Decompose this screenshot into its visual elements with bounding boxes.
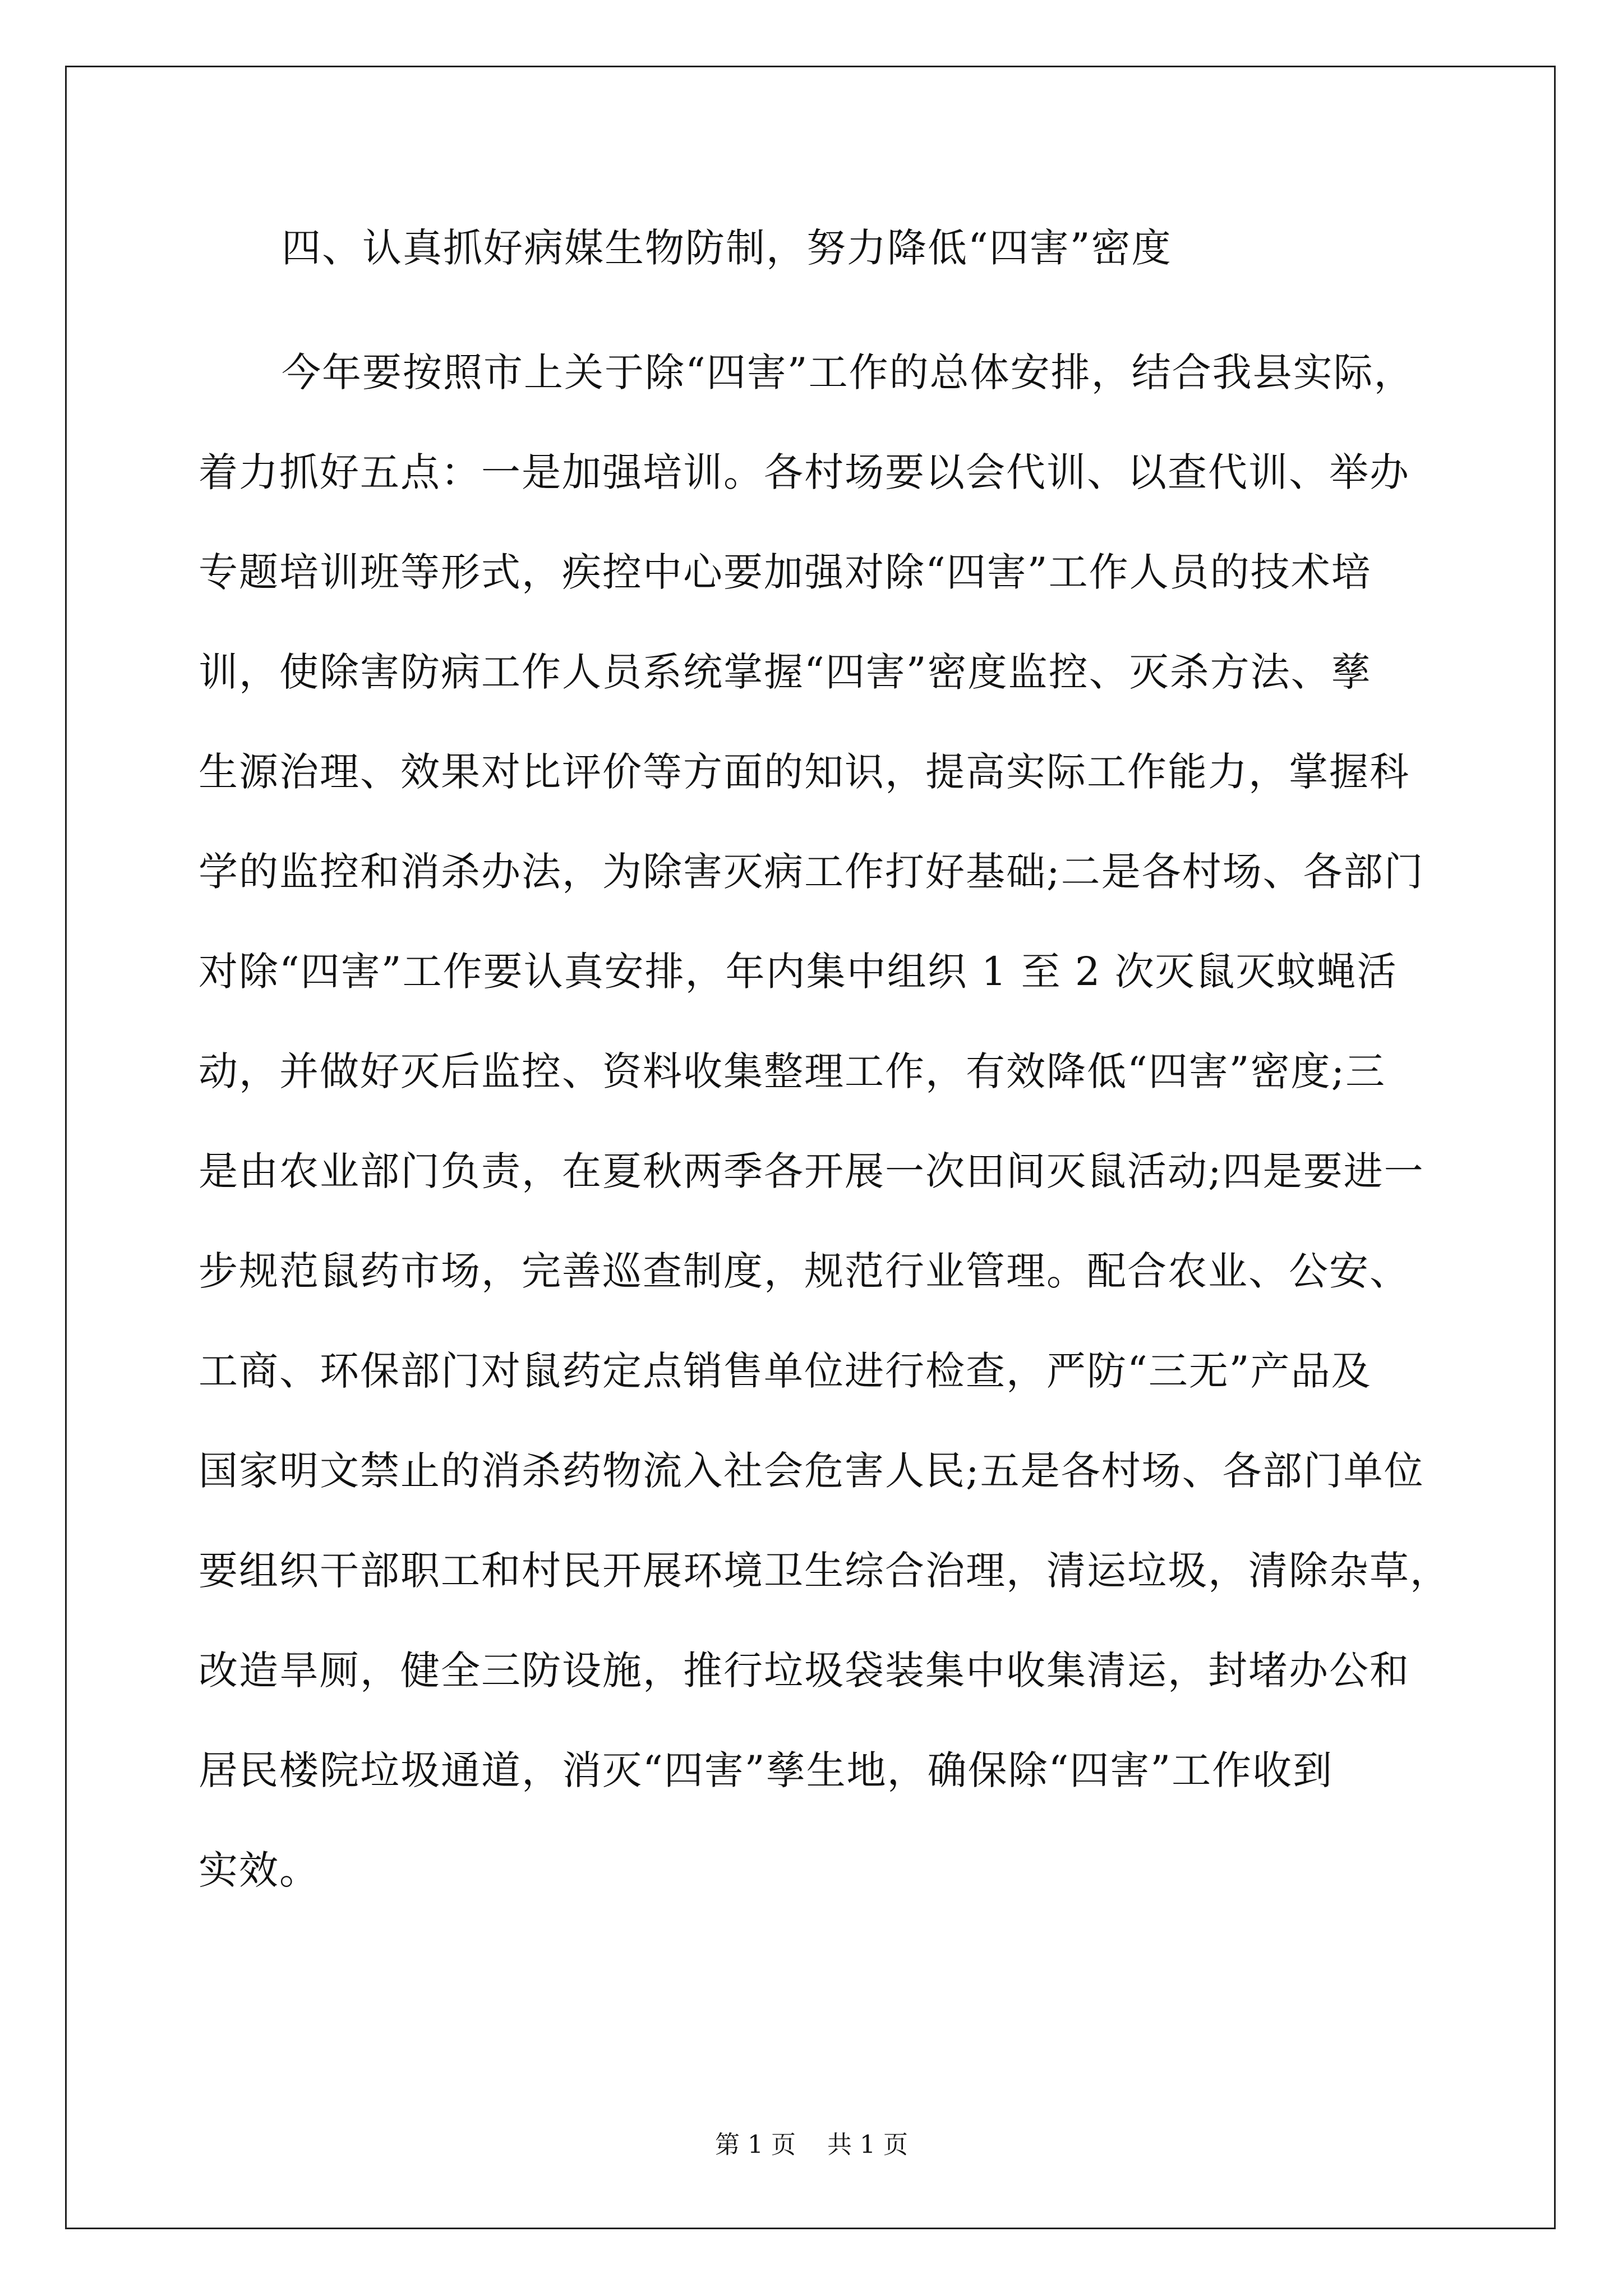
paragraph-line: 生源治理、效果对比评价等方面的知识，提高实际工作能力，掌握科 [199, 749, 1410, 795]
body-paragraph [199, 323, 1450, 1920]
paragraph-line: 改造旱厕，健全三防设施，推行垃圾袋装集中收集清运，封堵办公和 [199, 1648, 1410, 1694]
page-number: 第 1 页 [715, 2131, 796, 2159]
paragraph-line: 着力抓好五点：一是加强培训。各村场要以会代训、以查代训、举办 [199, 449, 1410, 495]
page-footer [0, 2128, 1623, 2162]
paragraph-line: 居民楼院垃圾通道，消灭“四害”孳生地，确保除“四害”工作收到 [199, 1747, 1334, 1793]
paragraph-line: 实效。 [199, 1847, 320, 1893]
paragraph-line: 步规范鼠药市场，完善巡查制度，规范行业管理。配合农业、公安、 [199, 1248, 1410, 1294]
paragraph-line: 今年要按照市上关于除“四害”工作的总体安排，结合我县实际， [282, 349, 1414, 395]
paragraph-line: 是由农业部门负责，在夏秋两季各开展一次田间灭鼠活动;四是要进一 [199, 1148, 1424, 1194]
paragraph-line: 工商、环保部门对鼠药定点销售单位进行检查，严防“三无”产品及 [199, 1348, 1372, 1394]
section-heading: 四、认真抓好病媒生物防制，努力降低“四害”密度 [282, 225, 1172, 271]
paragraph-line: 对除“四害”工作要认真安排，年内集中组织 1 至 2 次灭鼠灭蚊蝇活 [199, 949, 1398, 995]
paragraph-line: 学的监控和消杀办法，为除害灭病工作打好基础;二是各村场、各部门 [199, 849, 1424, 895]
document-body [199, 220, 1450, 1920]
paragraph-line: 动，并做好灭后监控、资料收集整理工作，有效降低“四害”密度;三 [199, 1048, 1386, 1094]
paragraph-line: 专题培训班等形式，疾控中心要加强对除“四害”工作人员的技术培 [199, 549, 1372, 595]
page-total: 共 1 页 [827, 2131, 908, 2159]
paragraph-line: 国家明文禁止的消杀药物流入社会危害人民;五是各村场、各部门单位 [199, 1448, 1424, 1494]
paragraph-line: 要组织干部职工和村民开展环境卫生综合治理，清运垃圾，清除杂草， [199, 1548, 1450, 1594]
paragraph-line: 训，使除害防病工作人员系统掌握“四害”密度监控、灭杀方法、孳 [199, 649, 1372, 695]
